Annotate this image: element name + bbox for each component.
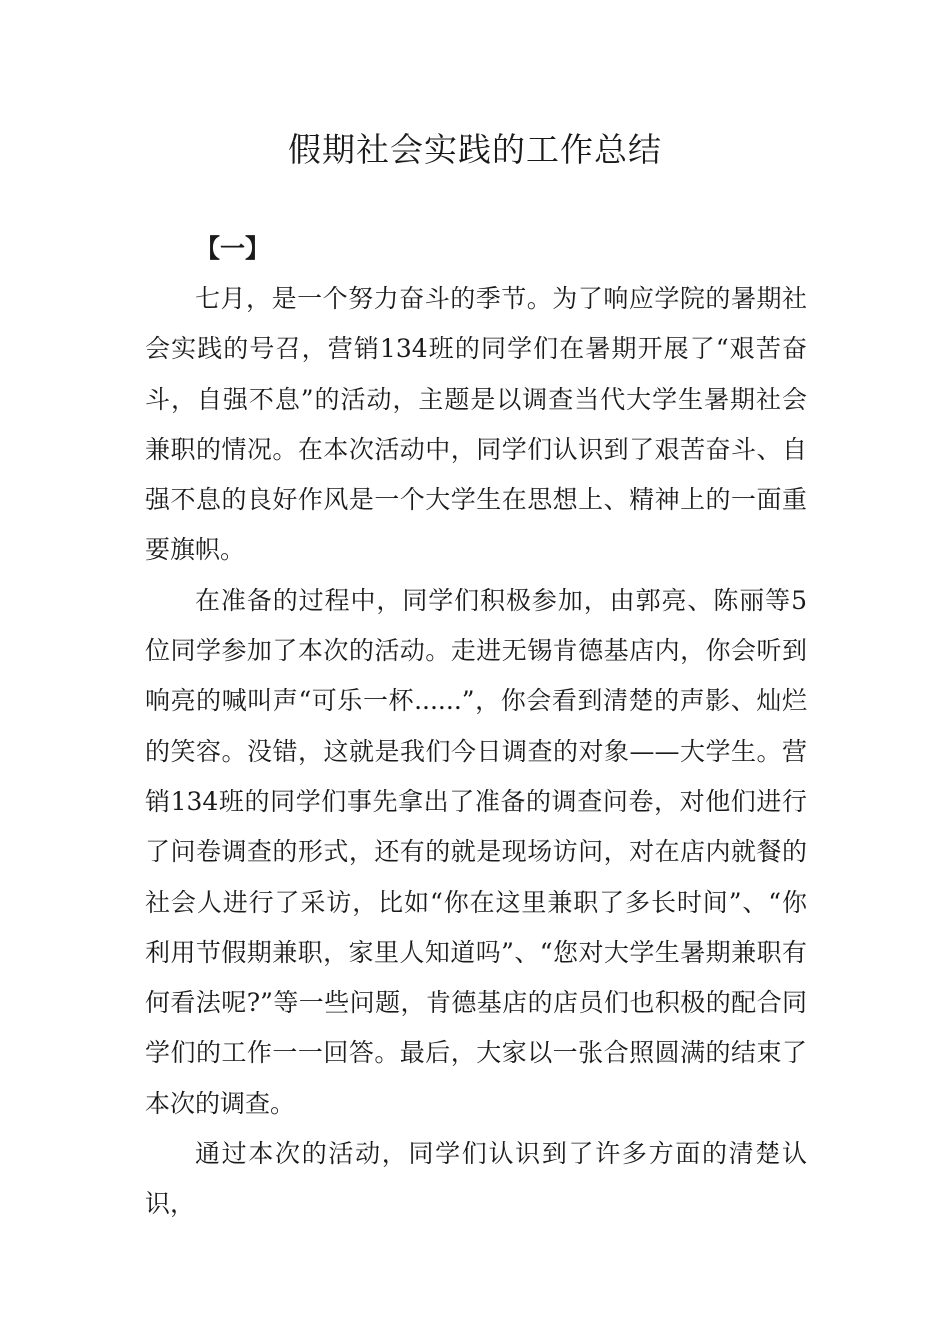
section-marker: 【一】: [195, 234, 271, 263]
document-body: [145, 224, 807, 1230]
page-title: 假期社会实践的工作总结: [288, 130, 662, 169]
paragraph-1: 七月，是一个努力奋斗的季节。为了响应学院的暑期社会实践的号召，营销134班的同学们在暑期开展了“艰苦奋斗，自强不息”的活动，主题是以调查当代大学生暑期社会兼职的情况。在本次活动中，同学们认识到了艰苦奋斗、自强不息的良好作风是一个大学生在思想上、精神上的一面重要旗帜。: [145, 284, 807, 565]
paragraph-2: 在准备的过程中，同学们积极参加，由郭亮、陈丽等5位同学参加了本次的活动。走进无锡肯德基店内，你会听到响亮的喊叫声“可乐一杯......”，你会看到清楚的声影、灿烂的笑容。没错，这就是我们今日调查的对象——大学生。营销134班的同学们事先拿出了准备的调查问卷，对他们进行了问卷调查的形式，还有的就是现场访问，对在店内就餐的社会人进行了采访，比如“你在这里兼职了多长时间”、“你利用节假期兼职，家里人知道吗”、“您对大学生暑期兼职有何看法呢?”等一些问题，肯德基店的店员们也积极的配合同学们的工作一一回答。最后，大家以一张合照圆满的结束了本次的调查。: [145, 585, 807, 1118]
paragraph-3: 通过本次的活动，同学们认识到了许多方面的清楚认识，: [145, 1139, 807, 1219]
